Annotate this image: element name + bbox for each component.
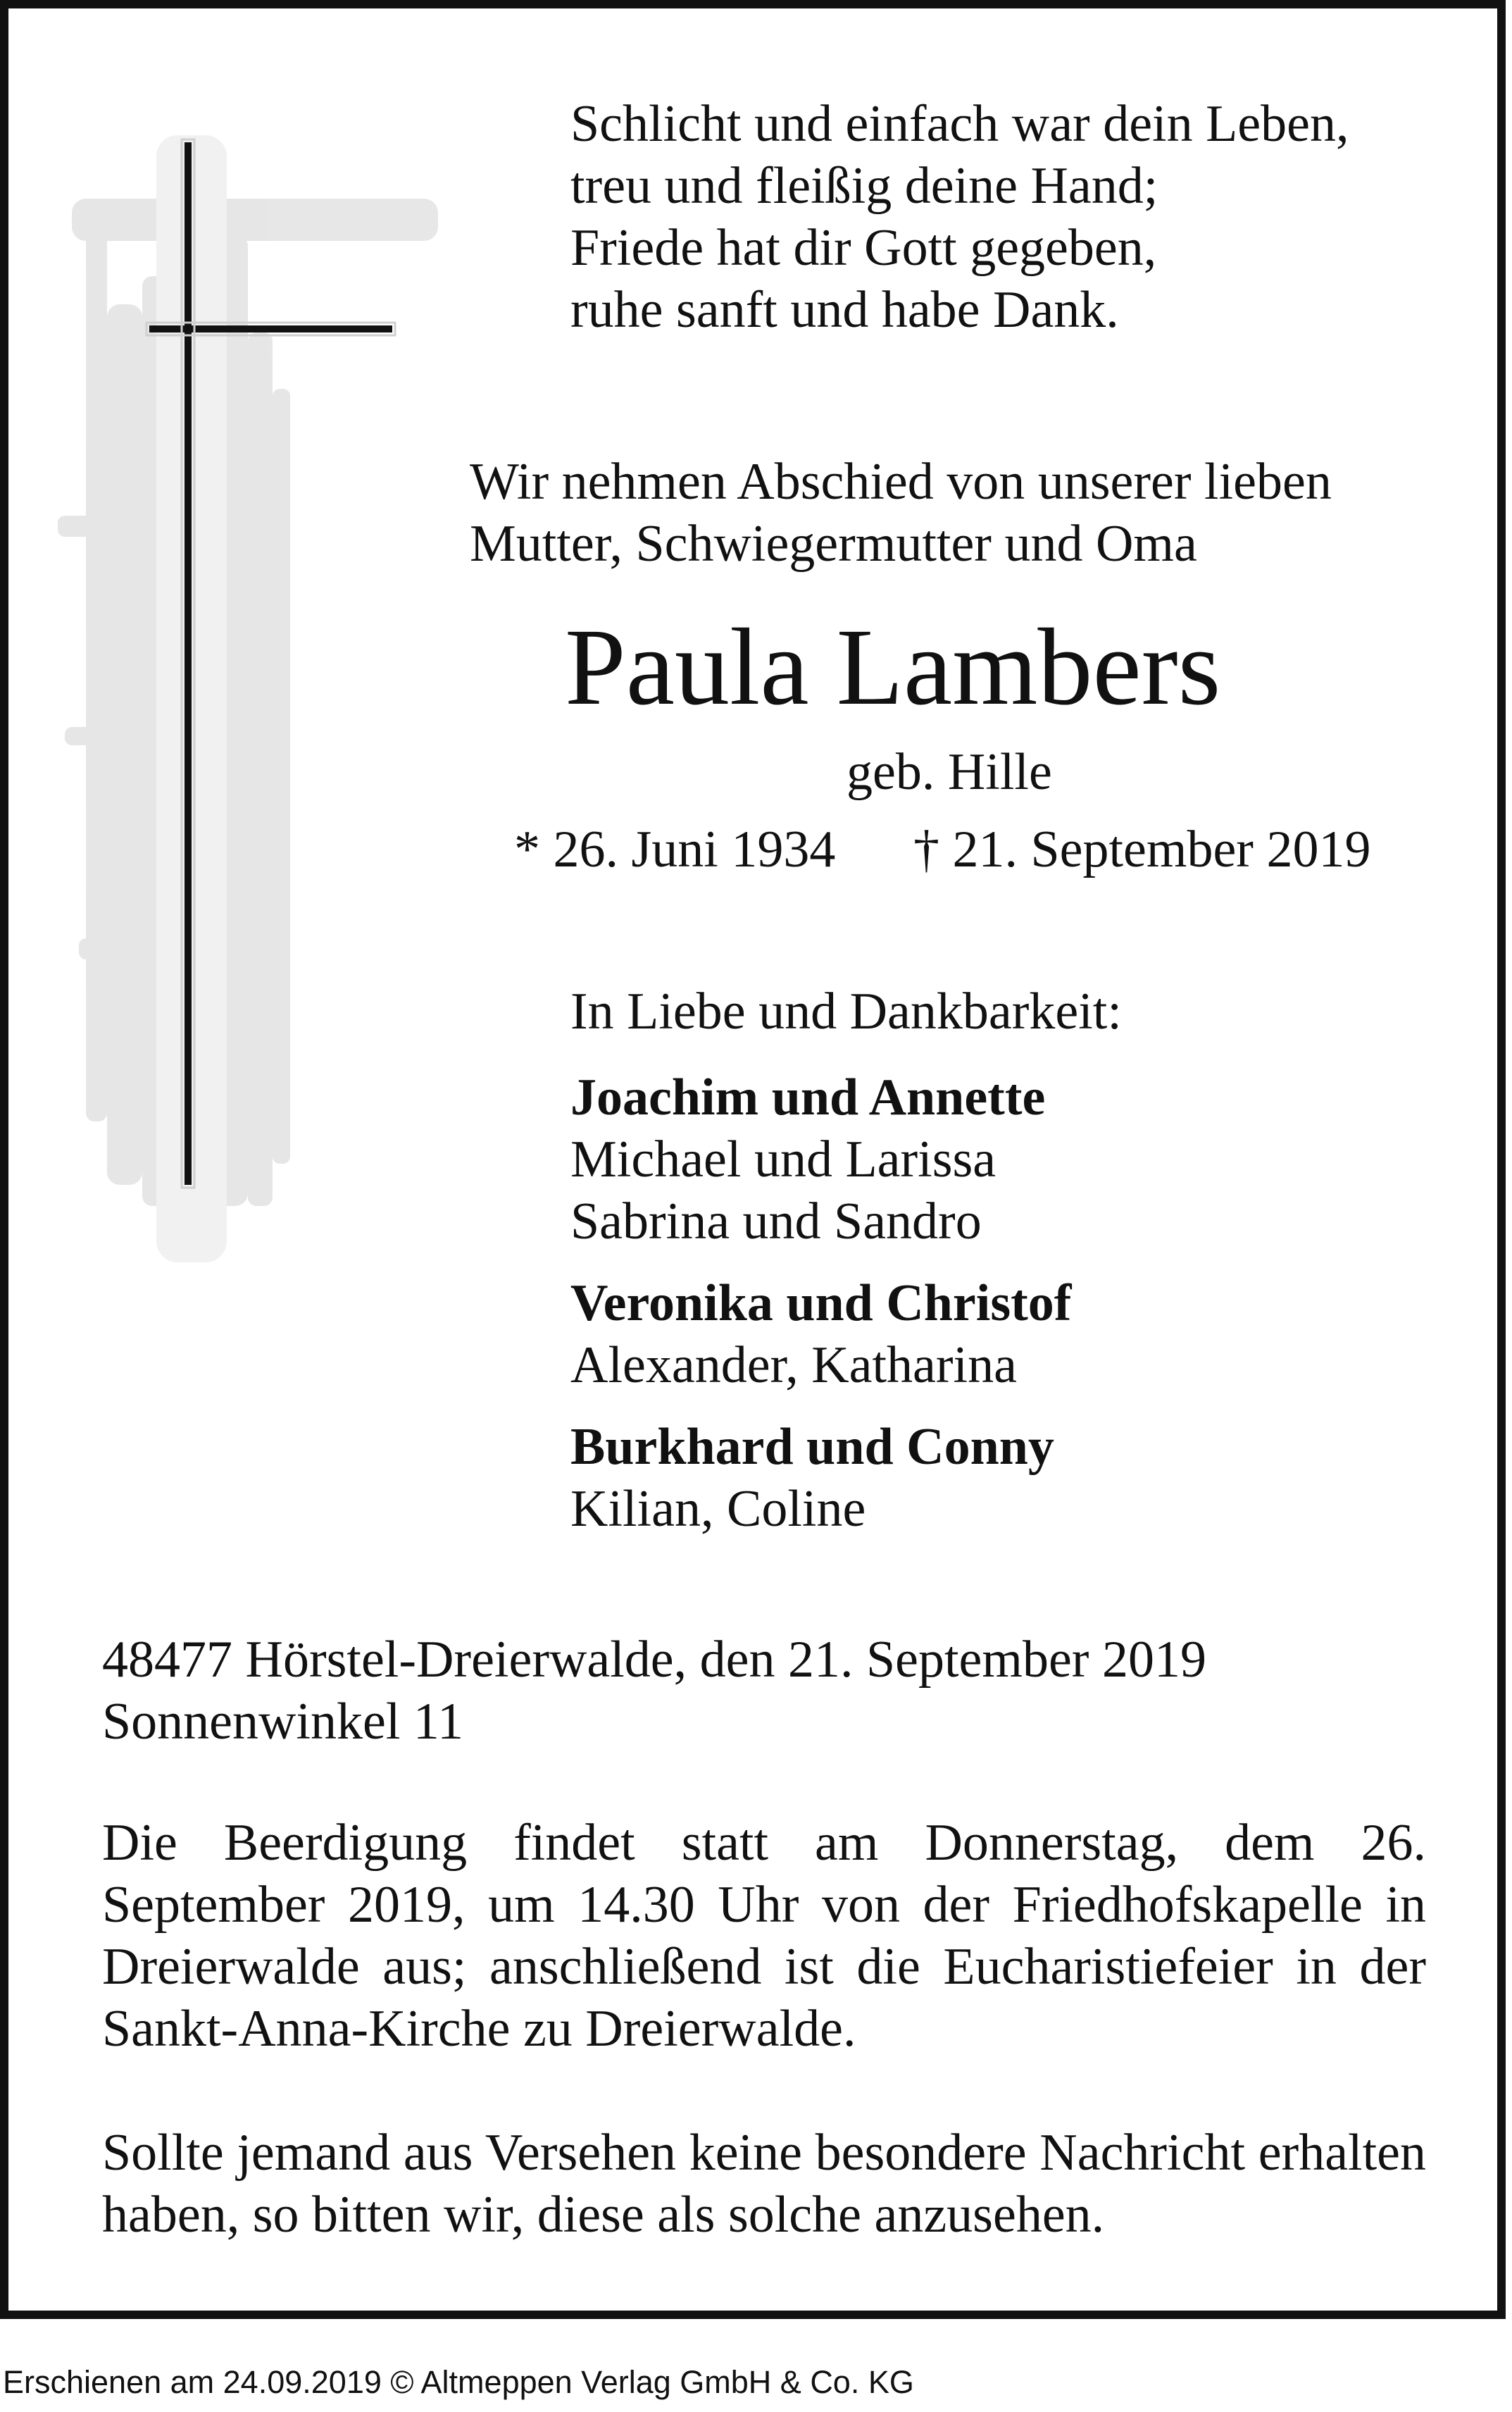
cross-icon xyxy=(58,93,452,1276)
family-group-2-member-1: Alexander, Katharina xyxy=(570,1336,1017,1394)
address-line-2: Sonnenwinkel 11 xyxy=(102,1693,464,1751)
family-group-1-head: Joachim und Annette xyxy=(570,1069,1046,1126)
family-heading: In Liebe und Dankbarkeit: xyxy=(570,983,1122,1040)
notice-paragraph: Sollte jemand aus Versehen keine besondere Nachricht erhalten haben, so bitten wir, diese als solche anzusehen. xyxy=(102,2124,1426,2244)
intro-line-1: Wir nehmen Abschied von unserer lieben xyxy=(470,453,1332,511)
family-group-1-member-1: Michael und Larissa xyxy=(570,1131,996,1188)
death-date: † 21. September 2019 xyxy=(913,821,1371,878)
family-group-3-head: Burkhard und Conny xyxy=(570,1418,1054,1476)
poem-line-2: treu und fleißig deine Hand; xyxy=(570,157,1158,215)
address-line-1: 48477 Hörstel-Dreierwalde, den 21. September 2019 xyxy=(102,1631,1206,1689)
birth-date: * 26. Juni 1934 xyxy=(514,821,836,878)
intro-line-2: Mutter, Schwiegermutter und Oma xyxy=(470,515,1197,573)
publication-footer: Erschienen am 24.09.2019 © Altmeppen Verlag GmbH & Co. KG xyxy=(3,2364,914,2400)
deceased-name: Paula Lambers xyxy=(565,606,1221,728)
poem-line-4: ruhe sanft und habe Dank. xyxy=(570,281,1119,339)
funeral-paragraph: Die Beerdigung findet statt am Donnerstag, dem 26. September 2019, um 14.30 Uhr von der Friedhofskapelle in Dreierwalde aus; anschließend ist die Eucharistiefeier in der Sankt-Anna-Kirche zu Dreierwalde. xyxy=(102,1814,1426,2058)
family-group-1-member-2: Sabrina und Sandro xyxy=(570,1193,982,1250)
poem-line-3: Friede hat dir Gott gegeben, xyxy=(570,219,1157,277)
poem-line-1: Schlicht und einfach war dein Leben, xyxy=(570,95,1349,153)
maiden-name: geb. Hille xyxy=(846,743,1052,801)
family-group-3-member-1: Kilian, Coline xyxy=(570,1480,866,1538)
family-group-2-head: Veronika und Christof xyxy=(570,1274,1072,1332)
